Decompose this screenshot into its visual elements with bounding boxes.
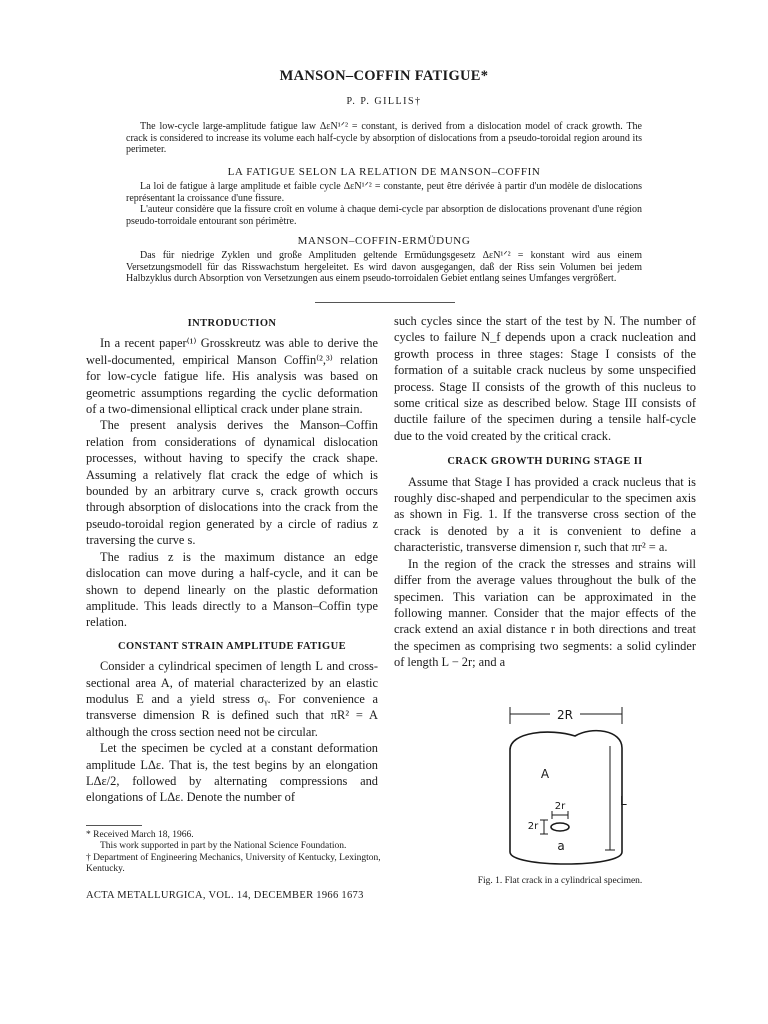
footnote-affiliation: † Department of Engineering Mechanics, University of Kentucky, Lexington, Kentucky. (86, 852, 381, 875)
figure-label-2R: 2R (557, 708, 573, 722)
intro-paragraph-1: In a recent paper⁽¹⁾ Grosskreutz was able to derive the well-documented, empirical Manson Coffin⁽²,³⁾ relation for low-cycle fatigue life. His analysis was based on geometric assumptions regarding the cyclic deformation of a two-dimensional elliptical crack under plane strain. (86, 336, 378, 417)
section-divider (315, 302, 455, 303)
figure-label-A: A (540, 767, 550, 781)
paper-title: MANSON–COFFIN FATIGUE* (279, 68, 489, 84)
crack-growth-heading: CRACK GROWTH DURING STAGE II (447, 456, 643, 468)
abstract-german-heading: MANSON–COFFIN-ERMÜDUNG (297, 235, 471, 247)
figure-label-2r-top: 2r (554, 801, 566, 812)
figure-1-cylinder (480, 702, 680, 867)
introduction-heading: INTRODUCTION (187, 318, 277, 329)
paper-author: P. P. GILLIS† (346, 96, 422, 107)
footnote-received: * Received March 18, 1966. (86, 830, 194, 840)
footnote-support: This work supported in part by the National Science Foundation. (100, 841, 347, 852)
constant-strain-heading: CONSTANT STRAIN AMPLITUDE FATIGUE (118, 640, 346, 652)
figure-label-L: L (620, 794, 627, 808)
abstract-french-p1: La loi de fatigue à large amplitude et faible cycle ΔεN¹ᐟ² = constante, peut être dérivée à partir d'un modèle de dislocations représentant la croissance d'une fissure. (126, 181, 642, 204)
abstract-french-heading: LA FATIGUE SELON LA RELATION DE MANSON–COFFIN (227, 166, 541, 178)
right-column (394, 313, 696, 671)
footnotes (86, 830, 384, 876)
journal-footer: ACTA METALLURGICA, VOL. 14, DECEMBER 1966 1673 (86, 890, 364, 901)
abstract-english: The low-cycle large-amplitude fatigue law ΔεN¹ᐟ² = constant, is derived from a dislocation model of crack growth. The crack is considered to increase its volume each half-cycle by absorption of dislocations from a pseudo-toroidal region around its perimeter. (126, 121, 642, 156)
csa-paragraph-1: Consider a cylindrical specimen of length L and cross-sectional area A, of material characterized by an elastic modulus E and a yield stress σᵧ. For convenience a transverse dimension R is defined such that πR² = A although the cross section need not be circular. (86, 659, 378, 739)
csa-paragraph-2: Let the specimen be cycled at a constant deformation amplitude LΔε. That is, the test begins by an elongation LΔε/2, followed by alternating compressions and elongations of LΔε. Denote the number of (86, 741, 378, 805)
left-column (86, 310, 378, 806)
crack-growth-paragraph-1: Assume that Stage I has provided a crack nucleus that is roughly disc-shaped and perpendicular to the specimen axis as shown in Fig. 1. If the transverse cross section of the crack is denoted by a it is convenient to define a characteristic, transverse dimension r, such that πr² = a. (394, 474, 696, 555)
abstract-german: Das für niedrige Zyklen und große Amplituden geltende Ermüdungsgesetz ΔεN¹ᐟ² = konstant wird aus einem Versetzungsmodell für das Risswachstum hergeleitet. Es wird davon ausgegangen, daß der Riss sein Volumen bei jedem Halbzyklus durch Absorption von Versetzungen aus einem pseudo-torroidalen Gebiet entlang seines Umfanges vergrößert. (126, 250, 642, 285)
footnote-divider (86, 825, 142, 826)
intro-paragraph-3: The radius z is the maximum distance an edge dislocation can move during a half-cycle, and it can be shown to depend linearly on the plastic deformation amplitude. This leads directly to a Manson–Coffin type relation. (86, 549, 378, 630)
figure-label-a: a (557, 839, 565, 853)
intro-paragraph-2: The present analysis derives the Manson–Coffin relation from considerations of dynamical dislocation processes, without having to specify the crack shape. Assuming a relatively flat crack the edge of which is bounded by an arbitrary curve s, crack growth occurs through absorption of dislocations into the crack from the pseudo-toroidal region generated by a circle of radius z traversing the curve s. (86, 418, 378, 548)
figure-caption: Fig. 1. Flat crack in a cylindrical specimen. (477, 876, 643, 886)
abstract-french-p2: L'auteur considère que la fissure croît en volume à chaque demi-cycle par absorption de dislocations provenant d'une région pseudo-torroidale entourant son périmètre. (126, 204, 642, 227)
crack-growth-paragraph-2: In the region of the crack the stresses and strains will differ from the average values throughout the bulk of the specimen. This variation can be approximated in the following manner. Consider that the major effects of the crack extend an axial distance r in both directions and treat the specimen as comprising two segments: a solid cylinder of length L − 2r; and a (394, 556, 696, 670)
right-paragraph-1: such cycles since the start of the test by N. The number of cycles to failure N_f depends upon a crack nucleation and growth process in three stages: Stage I consists of the formation of a suitable crack nucleus by some unspecified process. Stage II consists of the growth of this nucleus to some critical size as described below. Stage III consists of ductile failure of the specimen during a tensile half-cycle due to the void created by the critical crack. (394, 314, 696, 443)
figure-label-2r-side: 2r (527, 821, 539, 832)
